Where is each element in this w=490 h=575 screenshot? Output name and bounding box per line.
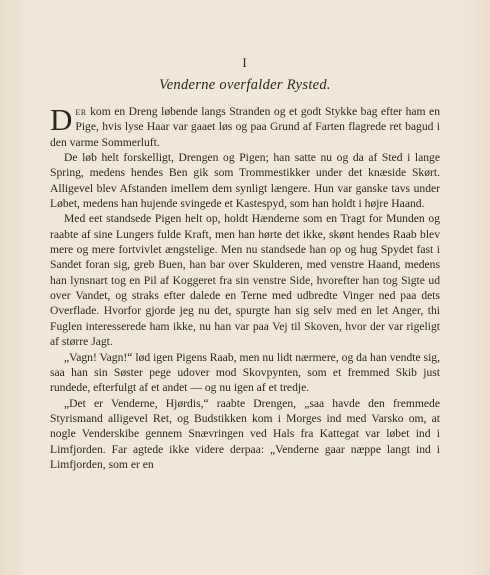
drop-cap: D	[50, 102, 73, 137]
chapter-body	[50, 104, 440, 472]
paragraph-5: „Det er Venderne, Hjørdis,“ raabte Drengen, „saa havde den fremmede Styrismand alligevel Ret, og Budstikken kom i Morges ind med Varsko om, at nogle Venderskibe gennem Snævringen ved Hals fra Kattegat var løbet ind i Limfjorden. Far agtede ikke videre derpaa: „Venderne gaar næppe langt ind i Limfjorden, som er en	[50, 396, 440, 471]
paragraph-1-text: kom en Dreng løbende langs Stranden og et godt Stykke bag efter ham en Pige, hvis lyse Haar var gaaet løs og paa Grund af Farten flagrede ret bagud i den varme Sommerluft.	[50, 105, 440, 149]
paragraph-4: „Vagn! Vagn!“ lød igen Pigens Raab, men nu lidt nærmere, og da han vendte sig, saa han sin Søster pege udover mod Skovpynten, som et fremmed Skib just rundede, efterfulgt af et andet — og nu igen af et tredje.	[50, 350, 440, 395]
paragraph-1	[50, 104, 440, 150]
small-caps-lead: er	[75, 105, 87, 118]
paragraph-3: Med eet standsede Pigen helt op, holdt Hænderne som en Tragt for Munden og raabte af sine Lungers fulde Kraft, men han hørte det ikke, skønt hendes Raab blev mere og mere fortvivlet ængstelige. Men nu standsede han op og hug Spydet fast i Sandet foran sig, greb Buen, han bar over Skulderen, med venstre Haand, medens han lynsnart tog en Pil af Koggeret fra sin venstre Side, hvorefter han tog Sigte ud over Vandet, og straks efter dalede en Terne med udbredte Vinger ned paa dets Overflade. Hvorfor gjorde jeg nu det, spurgte han sig selv med en let Anger, thi Fuglen interesserede ham ikke, nu han var paa Vej til Skoven, hvor der var rigeligt af større Jagt.	[50, 212, 440, 349]
chapter-number: I	[242, 55, 248, 70]
paragraph-2: De løb helt forskelligt, Drengen og Pigen; han satte nu og da af Sted i lange Spring, medens hendes Ben gik som Trommestikker under det knæside Skørt. Alligevel blev Afstanden imellem dem synligt længere. Hun var ganske tavs under Løbet, medens han hujende svingede et Kastespyd, som han holdt i højre Haand.	[50, 151, 440, 211]
chapter-title: Venderne overfalder Rysted.	[159, 77, 331, 93]
